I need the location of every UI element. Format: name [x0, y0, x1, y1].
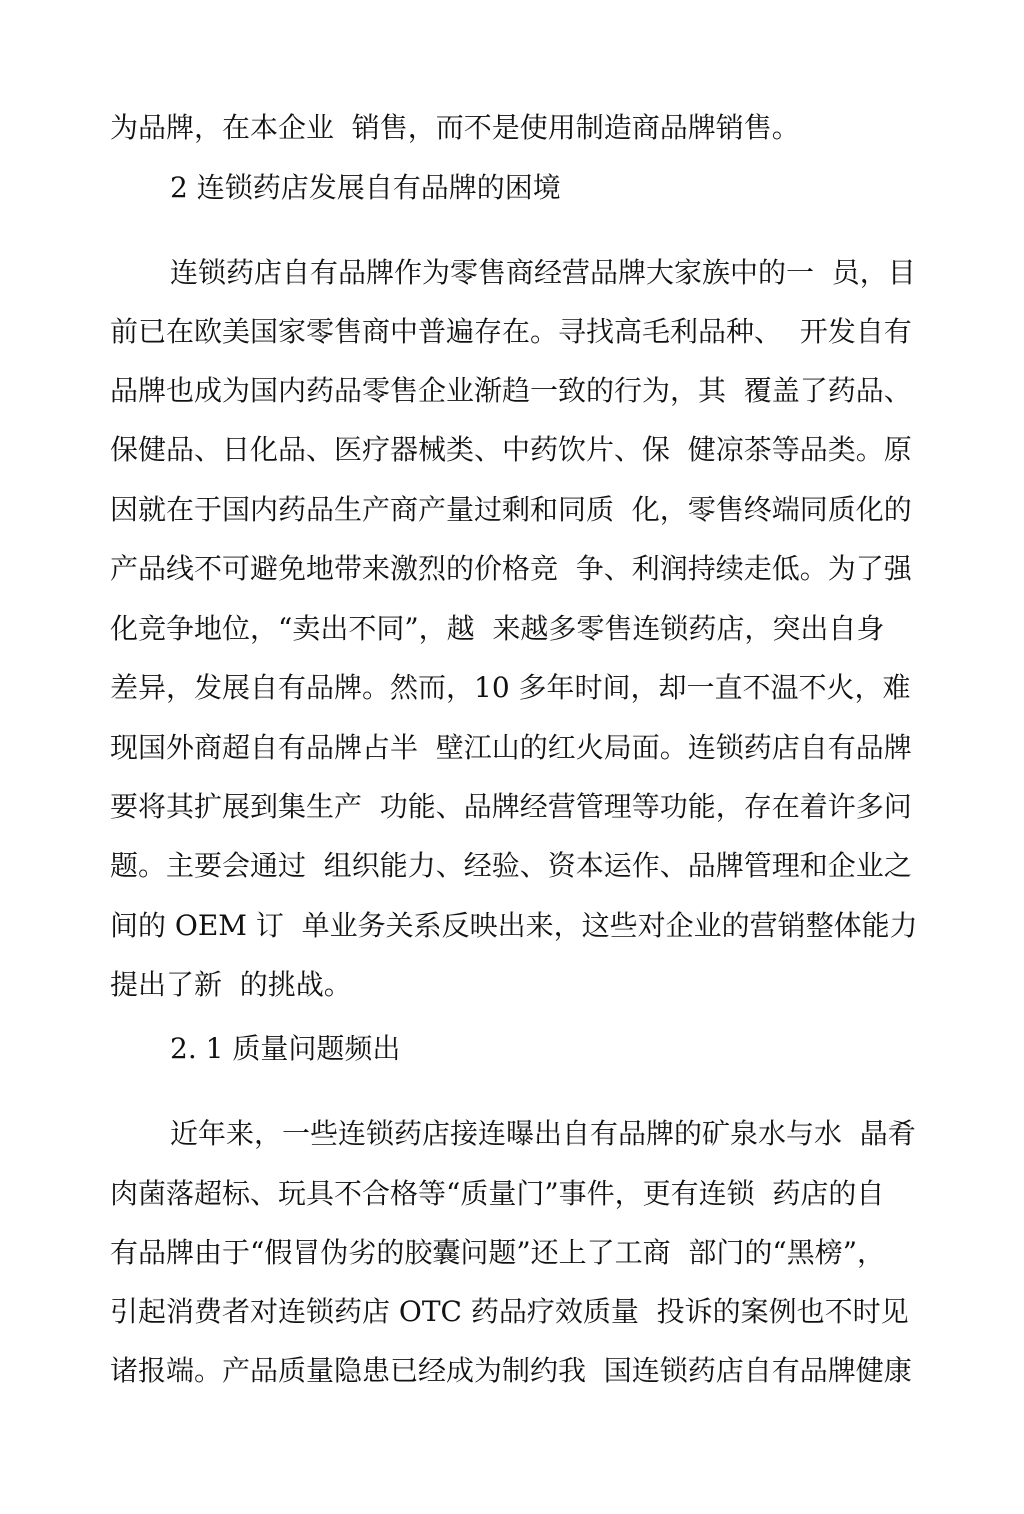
- text-line: 引起消费者对连锁药店 OTC 药品疗效质量 投诉的案例也不时见: [110, 1295, 909, 1328]
- text-line: 为品牌，在本企业 销售，而不是使用制造商品牌销售。: [110, 111, 800, 144]
- text-line: 连锁药店自有品牌作为零售商经营品牌大家族中的一 员，目: [170, 256, 916, 289]
- text-line: 保健品、日化品、医疗器械类、中药饮片、保 健凉茶等品类。原: [110, 433, 912, 466]
- text-line: 提出了新 的挑战。: [110, 968, 352, 1001]
- text-line: 化竞争地位，“卖出不同”，越 来越多零售连锁药店，突出自身: [110, 612, 885, 645]
- text-line: 诸报端。产品质量隐患已经成为制约我 国连锁药店自有品牌健康: [110, 1354, 912, 1387]
- section-heading: 2 连锁药店发展自有品牌的困境: [170, 171, 561, 204]
- text-line: 题。主要会通过 组织能力、经验、资本运作、品牌管理和企业之: [110, 849, 912, 882]
- text-line: 产品线不可避免地带来激烈的价格竞 争、利润持续走低。为了强: [110, 552, 912, 585]
- text-line: 肉菌落超标、玩具不合格等“质量门”事件，更有连锁 药店的自: [110, 1177, 885, 1210]
- text-line: 有品牌由于“假冒伪劣的胶囊问题”还上了工商 部门的“黑榜”，: [110, 1236, 886, 1269]
- text-line: 因就在于国内药品生产商产量过剩和同质 化，零售终端同质化的: [110, 493, 912, 526]
- text-line: 近年来，一些连锁药店接连曝出自有品牌的矿泉水与水 晶肴: [170, 1117, 916, 1150]
- text-line: 品牌也成为国内药品零售企业渐趋一致的行为，其 覆盖了药品、: [110, 374, 912, 407]
- text-line: 现国外商超自有品牌占半 壁江山的红火局面。连锁药店自有品牌: [110, 731, 912, 764]
- text-line: 要将其扩展到集生产 功能、品牌经营管理等功能，存在着许多问: [110, 790, 912, 823]
- section-heading: 2. 1 质量问题频出: [170, 1032, 401, 1065]
- text-line: 前已在欧美国家零售商中普遍存在。寻找高毛利品种、 开发自有: [110, 315, 912, 348]
- text-line: 间的 OEM 订 单业务关系反映出来，这些对企业的营销整体能力: [110, 909, 918, 942]
- text-line: 差异，发展自有品牌。然而，10 多年时间，却一直不温不火，难: [110, 671, 911, 704]
